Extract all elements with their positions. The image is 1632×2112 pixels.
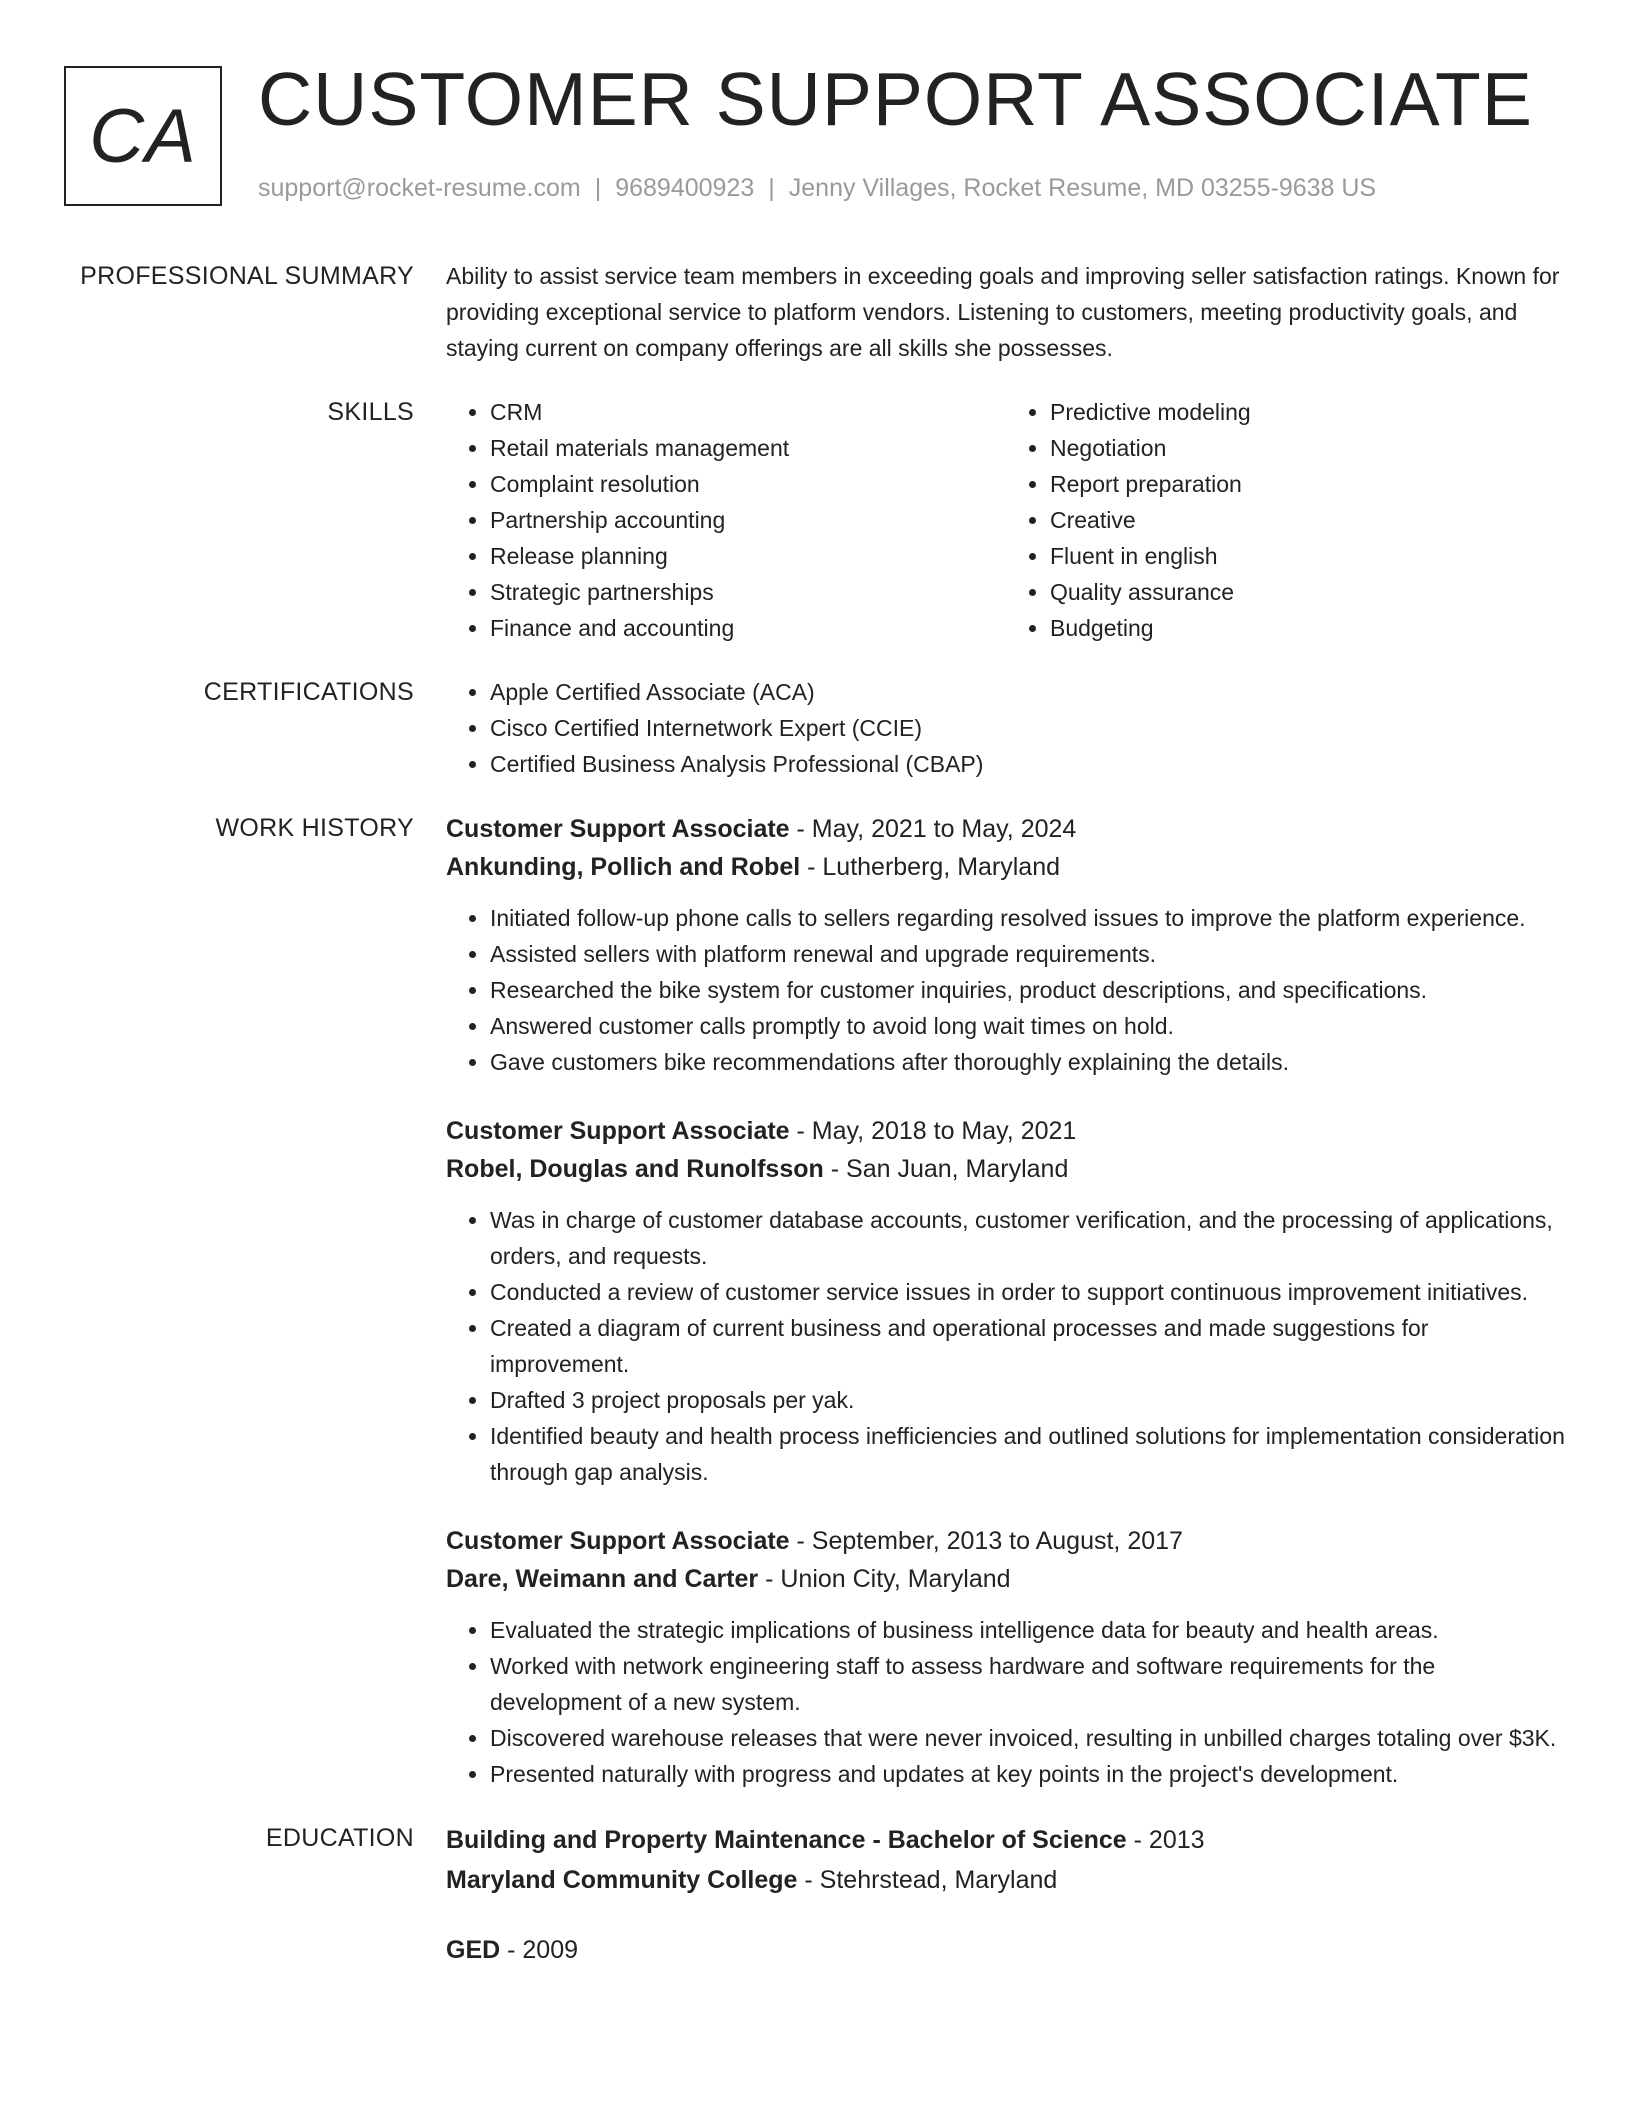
job-company: Robel, Douglas and Runolfsson (446, 1155, 824, 1183)
job-dates: - May, 2021 to May, 2024 (789, 815, 1077, 843)
job-role-line (446, 1112, 1566, 1150)
skill-item: • Predictive modeling (1050, 394, 1566, 430)
section-title-skills: SKILLS (327, 398, 414, 426)
job-bullet: • Drafted 3 project proposals per yak. (490, 1382, 1566, 1418)
education-degree-line (446, 1930, 1566, 1970)
skill-item: • CRM (490, 394, 1006, 430)
summary-text: Ability to assist service team members in exceeding goals and improving seller satisfaction ratings. Known for providing exceptional service to platform vendors. Listening to customers, meeting productivity goals, and staying current on company offerings are all skills she possesses. (446, 263, 1560, 361)
section-title-summary: PROFESSIONAL SUMMARY (80, 262, 414, 290)
job-dates: - September, 2013 to August, 2017 (789, 1527, 1183, 1555)
education-degree-line (446, 1820, 1566, 1860)
skill-item: • Release planning (490, 538, 1006, 574)
certification-item: • Apple Certified Associate (ACA) (490, 674, 1566, 710)
job-bullets (446, 900, 1566, 1080)
monogram-box (64, 66, 222, 206)
education-entry (446, 1820, 1566, 1900)
skills-list-left (446, 394, 1006, 646)
section-title-work-history: WORK HISTORY (215, 814, 414, 842)
work-history-body (446, 810, 1566, 1792)
certification-item: • Certified Business Analysis Professional (CBAP) (490, 746, 1566, 782)
job-location: - San Juan, Maryland (823, 1155, 1069, 1183)
job-company-line (446, 1560, 1566, 1598)
education-entry (446, 1930, 1566, 1970)
contact-separator: | (594, 174, 602, 202)
job-role-line (446, 810, 1566, 848)
job-role: Customer Support Associate (446, 815, 790, 843)
education-body (446, 1820, 1566, 2000)
monogram-initials: CA (89, 93, 197, 179)
skill-item: • Finance and accounting (490, 610, 1006, 646)
job-entry (446, 1112, 1566, 1490)
resume-sections (0, 258, 1632, 2028)
job-bullet: • Answered customer calls promptly to avoid long wait times on hold. (490, 1008, 1566, 1044)
work-history-section (0, 810, 1632, 1792)
job-location: - Union City, Maryland (758, 1565, 1011, 1593)
skills-columns (446, 394, 1566, 646)
skill-item: • Report preparation (1050, 466, 1566, 502)
education-degree: GED (446, 1936, 501, 1964)
job-bullet: • Was in charge of customer database accounts, customer verification, and the processing of applications, orders, and requests. (490, 1202, 1566, 1274)
education-school-line (446, 1860, 1566, 1900)
education-year: - 2009 (500, 1936, 579, 1964)
job-entry (446, 1522, 1566, 1792)
education-section (0, 1820, 1632, 2000)
job-role: Customer Support Associate (446, 1527, 790, 1555)
skill-item: • Quality assurance (1050, 574, 1566, 610)
job-bullets (446, 1202, 1566, 1490)
certifications-list (446, 674, 1566, 782)
education-school: Maryland Community College (446, 1866, 798, 1894)
contact-email[interactable]: support@rocket-resume.com (258, 174, 581, 202)
skill-item: • Strategic partnerships (490, 574, 1006, 610)
skill-item: • Creative (1050, 502, 1566, 538)
contact-address: Jenny Villages, Rocket Resume, MD 03255-9638 US (788, 174, 1377, 202)
education-year: - 2013 (1126, 1826, 1205, 1854)
skill-item: • Budgeting (1050, 610, 1566, 646)
job-bullet: • Identified beauty and health process inefficiencies and outlined solutions for implementation consideration through gap analysis. (490, 1418, 1566, 1490)
job-company-line (446, 848, 1566, 886)
job-bullet: • Evaluated the strategic implications of business intelligence data for beauty and health areas. (490, 1612, 1566, 1648)
resume-title: CUSTOMER SUPPORT ASSOCIATE (258, 57, 1533, 141)
contact-separator: | (768, 174, 775, 202)
contact-line (258, 174, 1376, 203)
certifications-section (0, 674, 1632, 782)
skill-item: • Negotiation (1050, 430, 1566, 466)
job-bullet: • Assisted sellers with platform renewal and upgrade requirements. (490, 936, 1566, 972)
job-entry (446, 810, 1566, 1080)
job-bullet: • Worked with network engineering staff to assess hardware and software requirements for the development of a new system. (490, 1648, 1566, 1720)
skill-item: • Retail materials management (490, 430, 1006, 466)
job-location: - Lutherberg, Maryland (800, 853, 1061, 881)
job-bullet: • Initiated follow-up phone calls to sellers regarding resolved issues to improve the platform experience. (490, 900, 1566, 936)
skill-item: • Fluent in english (1050, 538, 1566, 574)
job-role: Customer Support Associate (446, 1117, 790, 1145)
job-bullet: • Researched the bike system for customer inquiries, product descriptions, and specifications. (490, 972, 1566, 1008)
job-bullet: • Discovered warehouse releases that were never invoiced, resulting in unbilled charges totaling over $3K. (490, 1720, 1566, 1756)
job-bullet: • Gave customers bike recommendations after thoroughly explaining the details. (490, 1044, 1566, 1080)
skills-section (0, 394, 1632, 646)
job-company: Ankunding, Pollich and Robel (446, 853, 801, 881)
contact-phone[interactable]: 9689400923 (615, 174, 755, 202)
education-degree: Building and Property Maintenance - Bachelor of Science (446, 1826, 1127, 1854)
education-location: - Stehrstead, Maryland (797, 1866, 1058, 1894)
job-dates: - May, 2018 to May, 2021 (789, 1117, 1077, 1145)
skills-list-right (1006, 394, 1566, 646)
job-bullet: • Created a diagram of current business and operational processes and made suggestions for improvement. (490, 1310, 1566, 1382)
job-company: Dare, Weimann and Carter (446, 1565, 759, 1593)
skill-item: • Partnership accounting (490, 502, 1006, 538)
summary-section (0, 258, 1632, 366)
certification-item: • Cisco Certified Internetwork Expert (CCIE) (490, 710, 1566, 746)
job-role-line (446, 1522, 1566, 1560)
job-bullet: • Conducted a review of customer service issues in order to support continuous improvement initiatives. (490, 1274, 1566, 1310)
section-title-education: EDUCATION (265, 1824, 414, 1852)
certifications-body (446, 674, 1566, 782)
job-bullet: • Presented naturally with progress and updates at key points in the project's development. (490, 1756, 1566, 1792)
job-company-line (446, 1150, 1566, 1188)
job-bullets (446, 1612, 1566, 1792)
skill-item: • Complaint resolution (490, 466, 1006, 502)
section-title-certifications: CERTIFICATIONS (203, 678, 414, 706)
